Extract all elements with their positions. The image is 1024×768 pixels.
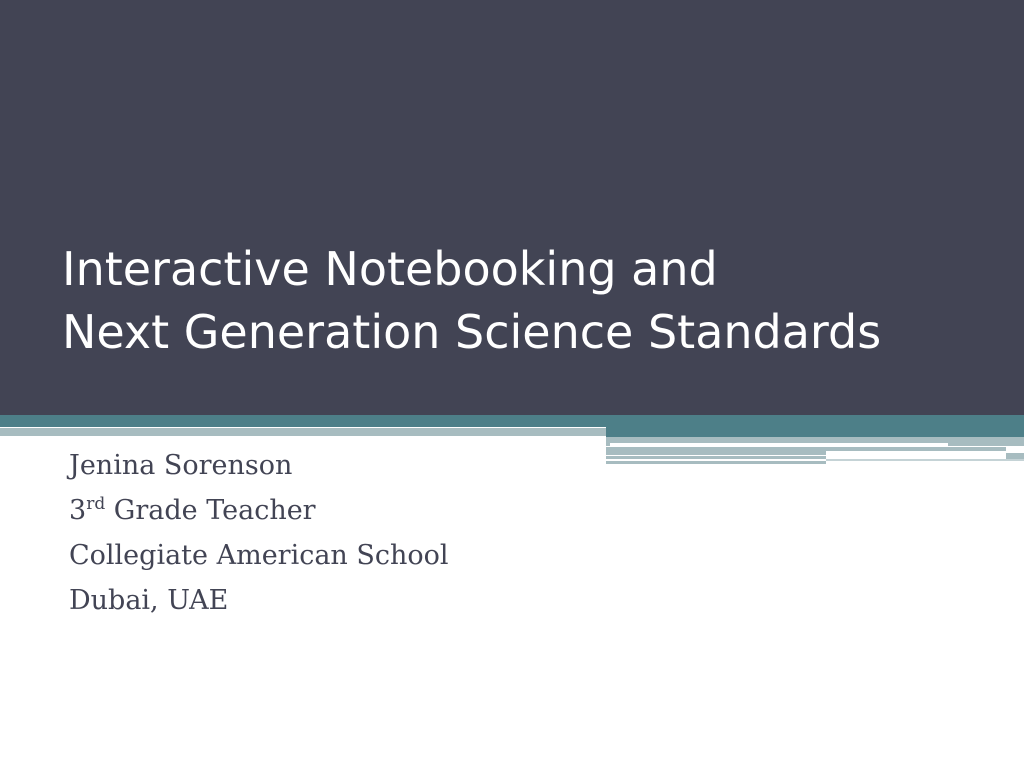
role-text: Grade Teacher [105, 495, 316, 526]
role-ordinal-suffix: rd [86, 494, 106, 514]
stripe-teal-main [0, 415, 1024, 427]
presenter-name: Jenina Sorenson [69, 450, 293, 481]
stripe-white-gap-2 [826, 451, 1006, 455]
subtitle-block [69, 443, 449, 623]
title-line-2: Next Generation Science Standards [62, 305, 882, 359]
stripe-light-right-6 [826, 459, 1024, 461]
stripe-light-right-4 [606, 461, 826, 464]
stripe-light-right-3 [606, 456, 826, 459]
presenter-role [69, 488, 449, 533]
stripe-light-left [0, 428, 606, 436]
school-name: Collegiate American School [69, 540, 449, 571]
stripe-teal-right [606, 427, 1024, 437]
location: Dubai, UAE [69, 585, 229, 616]
title-line-1: Interactive Notebooking and [62, 242, 718, 296]
role-number: 3 [69, 495, 87, 526]
slide-title [62, 238, 881, 364]
stripe-white-gap-1 [610, 443, 948, 446]
